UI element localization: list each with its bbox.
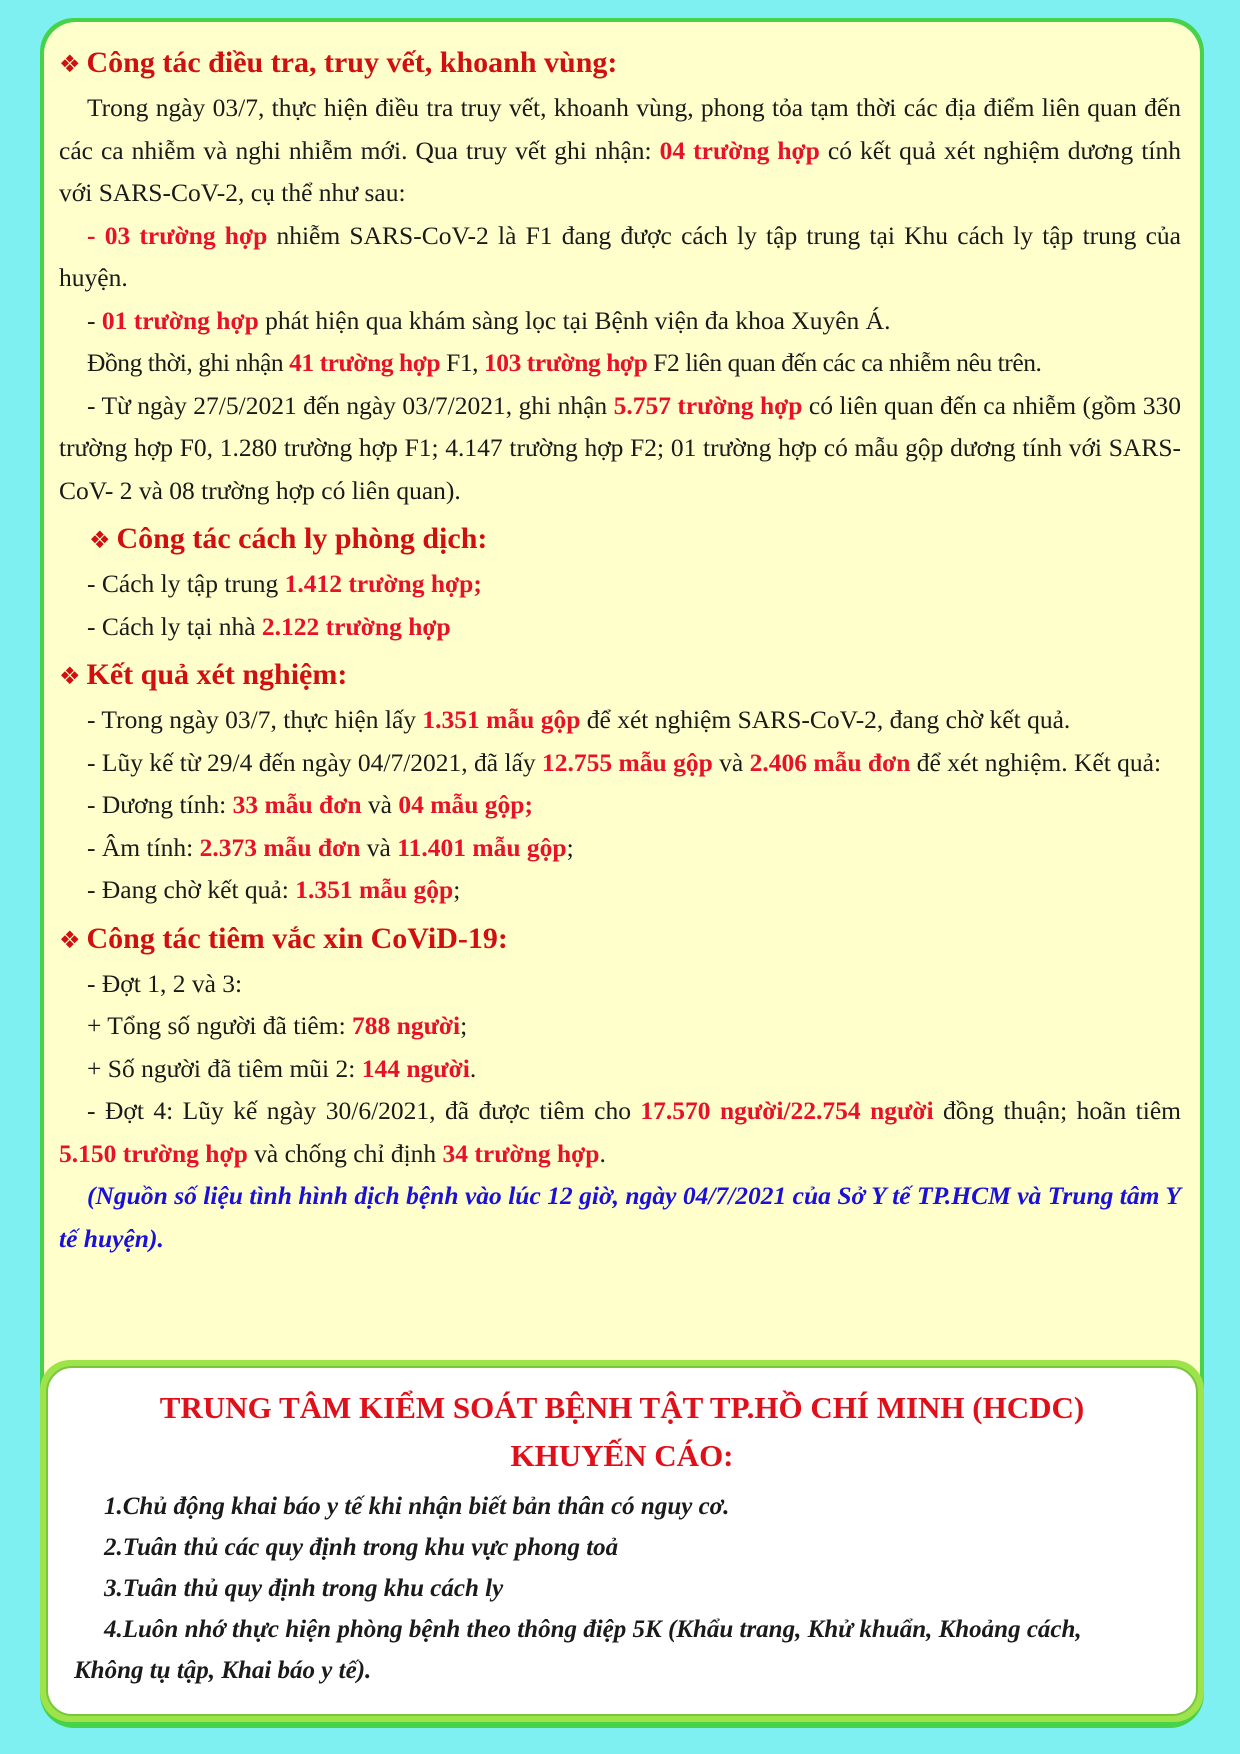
vaccine-paragraph: - Đợt 4: Lũy kế ngày 30/6/2021, đã được tiêm cho 17.570 người/22.754 người đồng thuận; hoãn tiêm 5.150 trường hợp và chống chỉ định 34 trường hợp. [59,1096,1181,1168]
vaccine-item: - Đợt 1, 2 và 3: [87,968,243,998]
bulletin-content [59,40,1181,1260]
isolation-item: - Cách ly tại nhà 2.122 trường hợp [87,611,451,641]
testing-result-positive: - Dương tính: 33 mẫu đơn và 04 mẫu gộp; [87,790,533,819]
section-heading-testing: ❖ Kết quả xét nghiệm: [59,658,348,691]
testing-result-negative: - Âm tính: 2.373 mẫu đơn và 11.401 mẫu gộp; [87,832,574,862]
recommendation-list [74,1486,1154,1691]
isolation-item: - Cách ly tập trung 1.412 trường hợp; [87,569,482,598]
investigation-paragraph: Trong ngày 03/7, thực hiện điều tra truy vết, khoanh vùng, phong tỏa tạm thời các địa điểm liên quan đến các ca nhiễm và nghi nhiễm mới. Qua truy vết ghi nhận: 04 trường hợp có kết quả xét nghiệm dương tính với SARS-CoV-2, cụ thể như sau: [59,93,1181,207]
recommendation-item: 3.Tuân thủ quy định trong khu cách ly [104,1575,504,1602]
diamond-bullet-icon: ❖ [89,526,111,554]
testing-paragraph: - Trong ngày 03/7, thực hiện lấy 1.351 mẫu gộp để xét nghiệm SARS-CoV-2, đang chờ kết quả. [87,705,1071,734]
diamond-bullet-icon: ❖ [59,50,81,78]
section-heading-investigation: ❖ Công tác điều tra, truy vết, khoanh vùng: [59,46,618,79]
recommendation-item: 1.Chủ động khai báo y tế khi nhận biết bản thân có nguy cơ. [104,1493,730,1520]
testing-paragraph: - Lũy kế từ 29/4 đến ngày 04/7/2021, đã lấy 12.755 mẫu gộp và 2.406 mẫu đơn để xét nghiệm. Kết quả: [87,747,1162,777]
diamond-bullet-icon: ❖ [59,925,81,954]
investigation-paragraph: - Từ ngày 27/5/2021 đến ngày 03/7/2021, ghi nhận 5.757 trường hợp có liên quan đến ca nhiễm (gồm 330 trường hợp F0, 1.280 trường hợp F1; 4.147 trường hợp F2; 01 trường hợp có mẫu gộp dương tính với SARS-CoV- 2 và 08 trường hợp có liên quan). [59,390,1181,505]
recommendation-title: KHUYẾN CÁO: [510,1438,734,1473]
recommendation-item: 2.Tuân thủ các quy định trong khu vực phong toả [104,1534,619,1561]
recommendation-item: 4.Luôn nhớ thực hiện phòng bệnh theo thông điệp 5K (Khẩu trang, Khử khuẩn, Khoảng cách, Không tụ tập, Khai báo y tế). [74,1616,1082,1684]
investigation-item: - 01 trường hợp phát hiện qua khám sàng lọc tại Bệnh viện đa khoa Xuyên Á. [87,305,891,335]
vaccine-item: + Tổng số người đã tiêm: 788 người; [87,1011,468,1040]
section-heading-isolation: ❖ Công tác cách ly phòng dịch: [89,522,488,555]
investigation-item: - 03 trường hợp nhiễm SARS-CoV-2 là F1 đang được cách ly tập trung tại Khu cách ly tập trung của huyện. [59,220,1181,292]
vaccine-item: + Số người đã tiêm mũi 2: 144 người. [87,1053,477,1083]
recommendation-header [46,1384,1198,1480]
testing-result-pending: - Đang chờ kết quả: 1.351 mẫu gộp; [87,875,461,904]
organization-name: TRUNG TÂM KIỂM SOÁT BỆNH TẬT TP.HỒ CHÍ MINH (HCDC) [159,1390,1085,1425]
diamond-bullet-icon: ❖ [59,662,81,690]
investigation-paragraph: Đồng thời, ghi nhận 41 trường hợp F1, 103 trường hợp F2 liên quan đến các ca nhiễm nêu trên. [87,348,1042,377]
section-heading-vaccine: ❖ Công tác tiêm vắc xin CoViD-19: [59,921,508,955]
data-source-note: (Nguồn số liệu tình hình dịch bệnh vào lúc 12 giờ, ngày 04/7/2021 của Sở Y tế TP.HCM và Trung tâm Y tế huyện). [59,1181,1181,1253]
